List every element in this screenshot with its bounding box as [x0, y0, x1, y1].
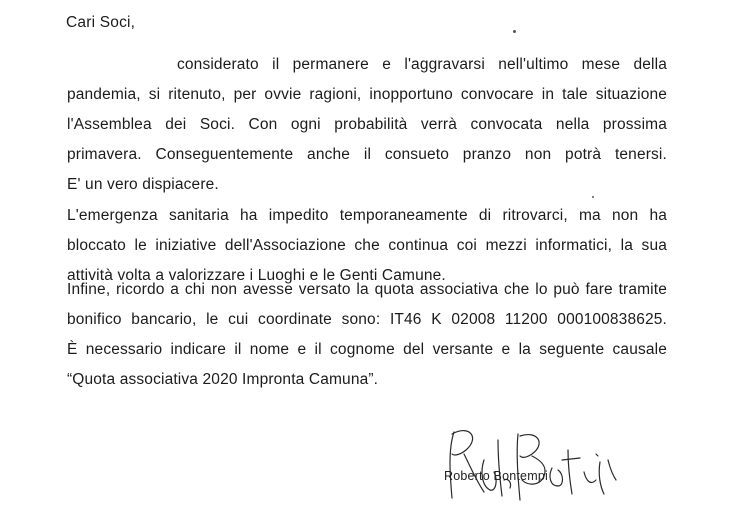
scan-speck — [513, 30, 516, 33]
signature-name: Roberto Bontempi — [444, 469, 548, 483]
paragraph-line: pandemia, si ritenuto, per ovvie ragioni, inopportuno convocare in tale situazione — [67, 86, 667, 103]
paragraph-line: bonifico bancario, le cui coordinate sono: IT46 K 02008 11200 000100838625. — [67, 311, 667, 328]
paragraph-line: l'Assemblea dei Soci. Con ogni probabilità verrà convocata nella prossima — [67, 116, 667, 133]
paragraph-line: L'emergenza sanitaria ha impedito temporaneamente di ritrovarci, ma non ha — [67, 207, 667, 224]
paragraph-line: Infine, ricordo a chi non avesse versato la quota associativa che lo può fare tramite — [67, 281, 667, 298]
paragraph-postponement — [67, 50, 667, 200]
paragraph-line: È necessario indicare il nome e il cognome del versante e la seguente causale — [67, 341, 667, 358]
paragraph-line: bloccato le iniziative dell'Associazione che continua coi mezzi informatici, la sua — [67, 237, 667, 254]
paragraph-membership-fee — [67, 275, 667, 395]
paragraph-line: E' un vero dispiacere. — [67, 176, 219, 193]
paragraph-line: attività volta a valorizzare i Luoghi e le Genti Camune. — [67, 267, 446, 284]
paragraph-line: primavera. Conseguentemente anche il consueto pranzo non potrà tenersi. — [67, 146, 667, 163]
paragraph-line: “Quota associativa 2020 Impronta Camuna”. — [67, 371, 379, 388]
salutation: Cari Soci, — [66, 14, 136, 31]
handwritten-signature — [440, 420, 630, 515]
scan-speck — [592, 196, 594, 198]
paragraph-line: considerato il permanere e l'aggravarsi nell'ultimo mese della — [177, 56, 667, 73]
